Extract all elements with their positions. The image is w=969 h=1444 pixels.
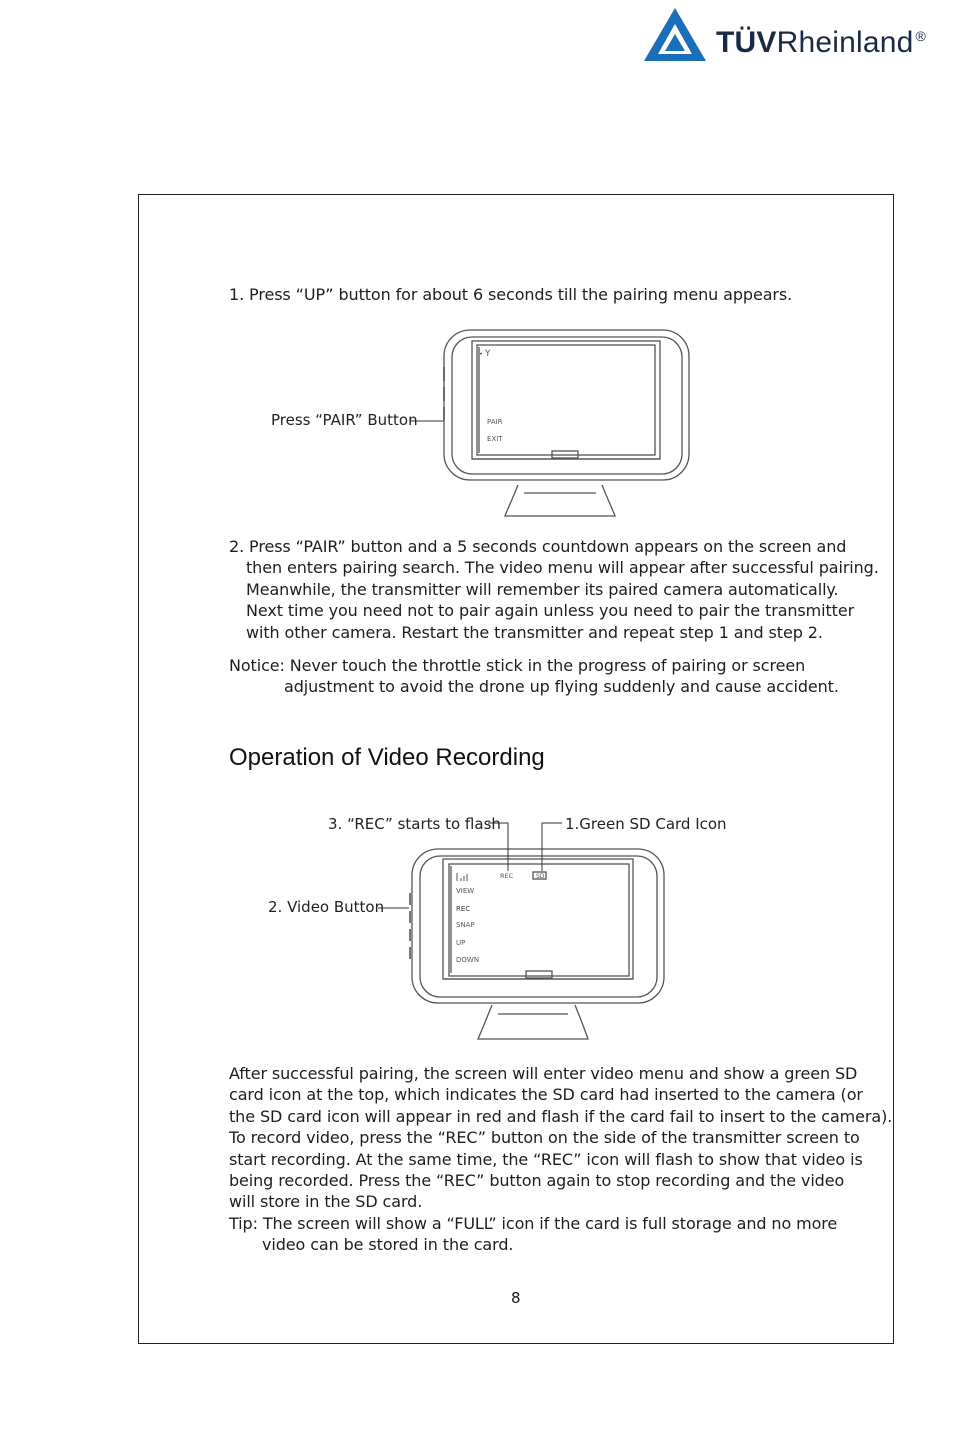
step-2-text: 2. Press “PAIR” button and a 5 seconds countdown appears on the screen and then enters pairing search. The video menu will appear after successful pairing. Meanwhile, the transmitter will remember its paired camera automatically. Next time you need not to pair again unless you need to pair the transmitter with other camera. Restart the transmitter and repeat step 1 and step 2. [229, 537, 879, 642]
figure-video-recording-monitor [370, 815, 680, 1045]
recording-instructions: After successful pairing, the screen will enter video menu and show a green SD card icon at the top, which indicates the SD card had inserted to the camera (or the SD card icon will appear in red and flash if the card fail to insert to the camera). To record video, press the “REC” button on the side of the transmitter screen to start recording. At the same time, the “REC” icon will flash to show that video is being recorded. Press the “REC” button again to stop recording and the video will store in the SD card. Tip: The screen will show a “FULL” icon if the card is full storage and no more video can be stored in the card. [229, 1064, 893, 1255]
figure-pairing-monitor [400, 325, 710, 520]
screen-sd-card-icon: SD [536, 873, 545, 880]
page-number: 8 [511, 1289, 521, 1307]
notice-text: Notice: Never touch the throttle stick in the progress of pairing or screen adjustment to avoid the drone up flying suddenly and cause accident. [229, 656, 839, 697]
screen-item-down: DOWN [456, 956, 480, 964]
screen-item-pair: PAIR [487, 418, 503, 426]
screen-item-exit: EXIT [487, 435, 503, 443]
screen-item-snap: SNAP [456, 921, 475, 929]
screen-item-rec: REC [456, 905, 471, 913]
tuv-triangle-icon [640, 6, 710, 66]
callout-video-button: 2. Video Button [268, 898, 385, 916]
callout-pair-button: Press “PAIR” Button [271, 411, 418, 429]
step-1-text: 1. Press “UP” button for about 6 seconds till the pairing menu appears. [229, 285, 793, 304]
logo-wordmark: TÜVRheinland ® [716, 26, 927, 59]
screen-item-view: VIEW [456, 887, 475, 895]
svg-text:Y: Y [485, 349, 491, 359]
callout-green-sd-icon: 1.Green SD Card Icon [565, 815, 727, 833]
tuv-rheinland-logo [640, 6, 960, 66]
callout-rec-flash: 3. “REC” starts to flash [328, 815, 501, 833]
section-title: Operation of Video Recording [229, 744, 545, 771]
screen-rec-indicator: REC [500, 872, 514, 880]
screen-item-up: UP [456, 939, 466, 947]
